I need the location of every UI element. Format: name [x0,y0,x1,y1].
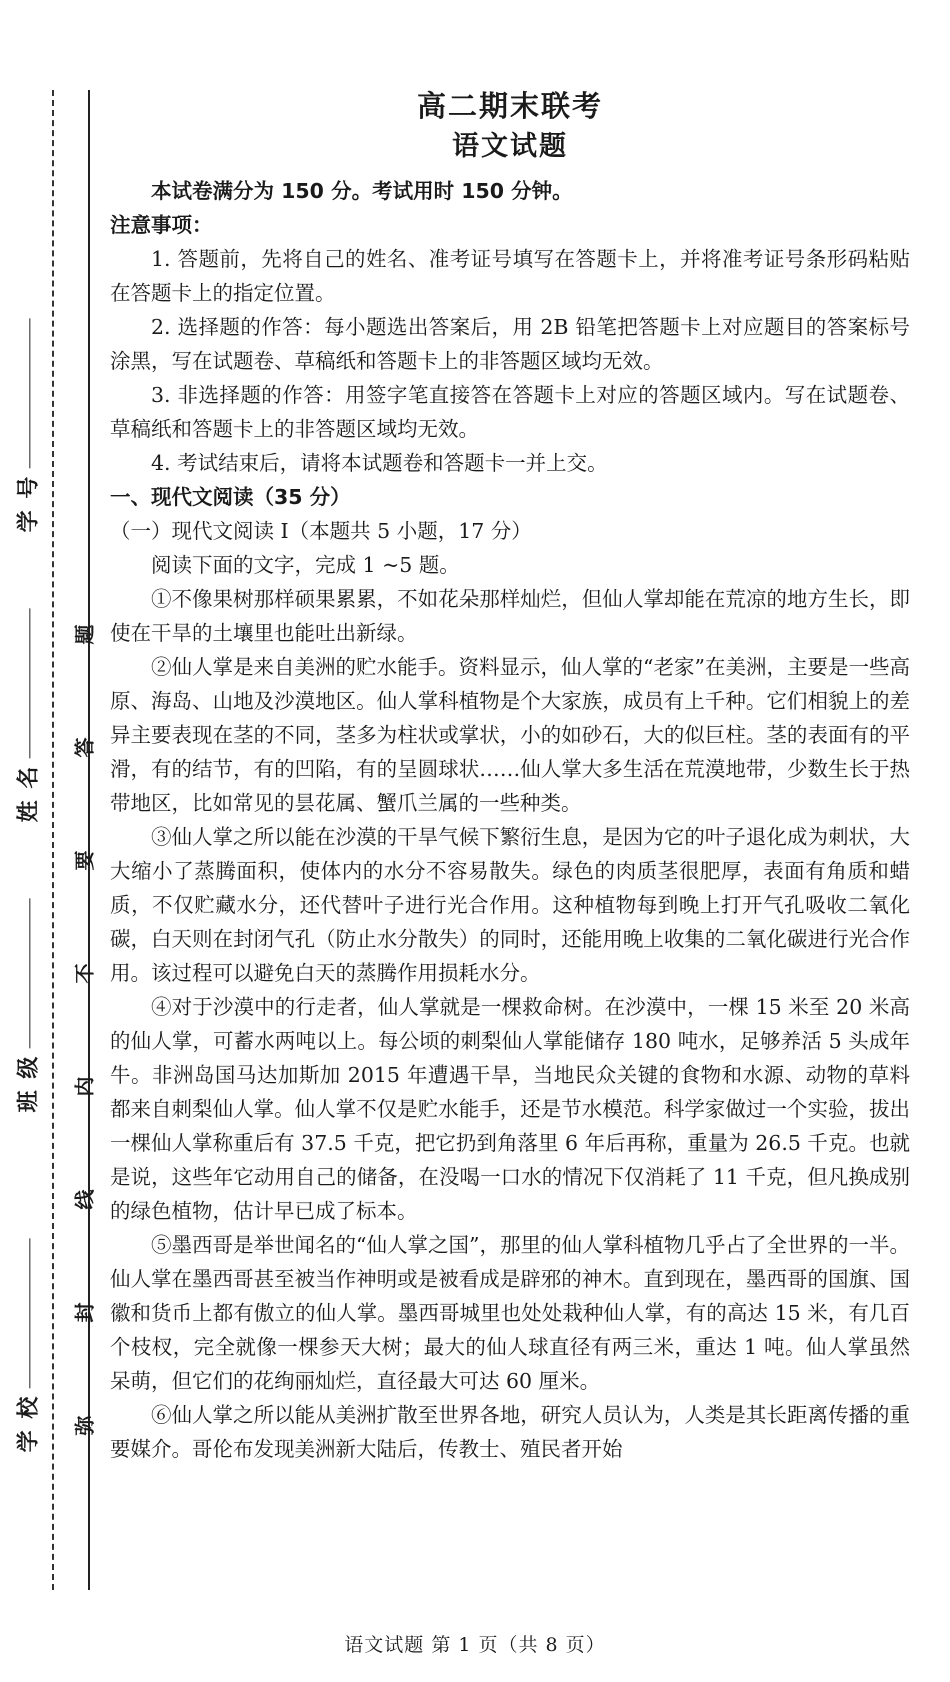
exam-title: 高二期末联考 [416,89,603,123]
class-field[interactable] [11,899,42,1113]
section-heading: 一、现代文阅读（35 分） [110,485,351,509]
seal-char: 线 [72,1189,97,1210]
reading-instruction: 阅读下面的文字，完成 1 ~5 题。 [151,553,460,577]
seal-char: 答 [72,737,97,758]
passage-paragraph: ④对于沙漠中的行走者，仙人掌就是一棵救命树。在沙漠中，一棵 15 米至 20 米高的仙人掌，可蓄水两吨以上。每公顷的刺梨仙人掌能储存 180 吨水，足够养活 5 头成年牛。非洲岛国马达加斯加 2015 年遭遇干旱，当地民众关键的食物和水源、动物的草料都来自刺梨仙人掌。仙人掌不仅是贮水能手，还是节水模范。科学家做过一个实验，拔出一棵仙人掌称重后有 37.5 千克，把它扔到角落里 6 年后再称，重量为 26.5 千克。也就是说，这些年它动用自己的储备，在没喝一口水的情况下仅消耗了 11 千克，但凡换成别的绿色植物，估计早已成了标本。 [110,995,910,1223]
school-label: 学 校 [16,1394,42,1453]
exam-content [110,86,910,1466]
name-label: 姓 名 [16,764,42,823]
student-id-label: 学 号 [16,474,42,533]
passage-paragraph: ⑥仙人掌之所以能从美洲扩散至世界各地，研究人员认为，人类是其长距离传播的重要媒介。哥伦布发现美洲新大陆后，传教士、殖民者开始 [110,1403,910,1461]
seal-char: 封 [72,1302,97,1323]
page-footer: 语文试题 第 1 页（共 8 页） [344,1634,606,1656]
notice-item: 3. 非选择题的作答：用签字笔直接答在答题卡上对应的答题区域内。写在试题卷、草稿纸和答题卡上的非答题区域均无效。 [110,383,910,441]
passage-paragraph: ②仙人掌是来自美洲的贮水能手。资料显示，仙人掌的“老家”在美洲，主要是一些高原、海岛、山地及沙漠地区。仙人掌科植物是个大家族，成员有上千种。它们相貌上的差异主要表现在茎的不同，茎多为柱状或掌状，小的如砂石，大的似巨柱。茎的表面有的平滑，有的结节，有的凹陷，有的呈圆球状……仙人掌大多生活在荒漠地带，少数生长于热带地区，比如常见的昙花属、蟹爪兰属的一些种类。 [110,655,910,815]
class-blank[interactable] [28,899,30,1049]
seal-char: 内 [72,1076,97,1097]
name-field[interactable] [11,609,42,823]
passage-paragraph: ①不像果树那样硕果累累，不如花朵那样灿烂，但仙人掌却能在荒凉的地方生长，即使在干旱的土壤里也能吐出新绿。 [110,587,910,645]
passage-paragraph: ⑤墨西哥是举世闻名的“仙人掌之国”，那里的仙人掌科植物几乎占了全世界的一半。仙人掌在墨西哥甚至被当作神明或是被看成是辟邪的神木。直到现在，墨西哥的国旗、国徽和货币上都有傲立的仙人掌。墨西哥城里也处处栽种仙人掌，有的高达 15 米，有几百个枝杈，完全就像一棵参天大树；最大的仙人球直径有两三米，重达 1 吨。仙人掌虽然呆萌，但它们的花绚丽灿烂，直径最大可达 60 厘米。 [110,1233,910,1393]
student-id-field[interactable] [11,319,42,533]
seal-char: 题 [72,624,97,645]
notice-item: 4. 考试结束后，请将本试题卷和答题卡一并上交。 [151,451,608,475]
exam-subtitle: 语文试题 [452,131,568,162]
seal-char: 弥 [72,1415,97,1436]
name-blank[interactable] [28,609,30,759]
seal-char: 要 [72,850,97,871]
binding-margin [0,0,97,1682]
exam-info: 本试卷满分为 150 分。考试用时 150 分钟。 [151,179,573,203]
cut-dashed-line [52,90,54,1590]
student-id-blank[interactable] [28,319,30,469]
passage-paragraph: ③仙人掌之所以能在沙漠的干旱气候下繁衍生息，是因为它的叶子退化成为刺状，大大缩小了蒸腾面积，使体内的水分不容易散失。绿色的肉质茎很肥厚，表面有角质和蜡质，不仅贮藏水分，还代替叶子进行光合作用。这种植物每到晚上打开气孔吸收二氧化碳，白天则在封闭气孔（防止水分散失）的同时，还能用晚上收集的二氧化碳进行光合作用。该过程可以避免白天的蒸腾作用损耗水分。 [110,825,910,985]
section-sub-heading: （一）现代文阅读 Ⅰ（本题共 5 小题，17 分） [110,519,532,543]
seal-warning [72,620,97,1440]
notice-heading: 注意事项： [110,213,213,237]
school-blank[interactable] [28,1239,30,1389]
seal-char: 不 [72,963,97,984]
school-field[interactable] [11,1239,42,1453]
class-label: 班 级 [16,1054,42,1113]
notice-item: 2. 选择题的作答：每小题选出答案后，用 2B 铅笔把答题卡上对应题目的答案标号涂黑，写在试题卷、草稿纸和答题卡上的非答题区域均无效。 [110,315,910,373]
notice-item: 1. 答题前，先将自己的姓名、准考证号填写在答题卡上，并将准考证号条形码粘贴在答题卡上的指定位置。 [110,247,910,305]
